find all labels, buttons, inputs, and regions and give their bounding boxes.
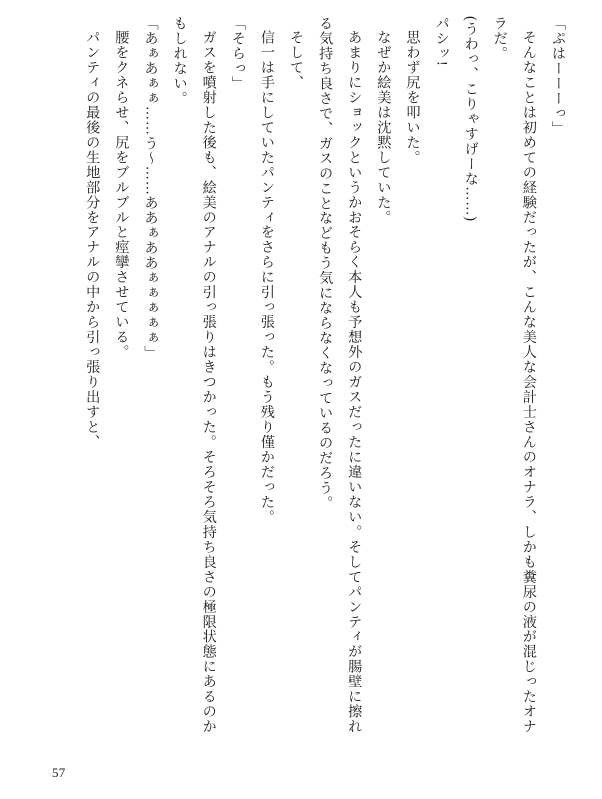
paragraph: 「そらっ」	[229, 16, 246, 91]
paragraph: ガスを噴射した後も、絵美のアナルの引っ張りはきつかった。そろそろ気持ち良さの極限状態にあるのかもしれない。	[171, 16, 217, 735]
paragraph: そんなことは初めての経験だったが、こんな美人な会計士さんのオナラ、しかも糞尿の液が混じったオナラだ。	[491, 16, 537, 735]
page-number: 57	[52, 765, 66, 780]
paragraph: なぜか絵美は沈黙していた。	[375, 30, 392, 225]
paragraph: あまりにショックというかおそらく本人も予想外のガスだったに違いない。そしてパンティが腸壁に擦れる気持ち良さで、ガスのことなどもう気にならなくなっているのだろう。	[317, 16, 363, 735]
vertical-text-body	[60, 16, 572, 739]
paragraph: パンティの最後の生地部分をアナルの中から引っ張り出すと、	[84, 30, 101, 450]
paragraph: 「ぷはーーーっ」	[550, 16, 566, 136]
paragraph: そして、	[288, 30, 305, 91]
paragraph: 「あぁあぁぁ……う～……ああぁああぁぁぁぁぁ」	[142, 16, 159, 361]
paragraph: (うわっ、こりゃすげーな……)	[462, 16, 479, 222]
paragraph: 信一は手にしていたパンティをさらに引っ張った。もう残り僅かだった。	[258, 30, 275, 525]
paragraph: 腰をクネらせ、尻をブルブルと痙攣させている。	[113, 30, 130, 360]
paragraph: 思わず尻を叩いた。	[404, 30, 421, 166]
paragraph: パシッ!	[433, 16, 450, 67]
